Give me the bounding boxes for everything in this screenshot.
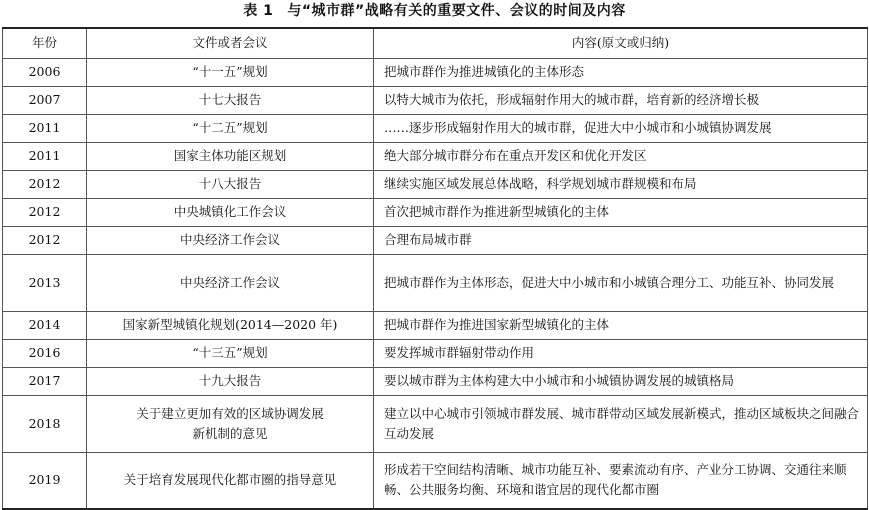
cell-document: 十九大报告: [87, 367, 374, 395]
cell-year: 2013: [3, 254, 87, 311]
cell-document: 十七大报告: [87, 86, 374, 114]
cell-document: 中央经济工作会议: [87, 254, 374, 311]
cell-content: 继续实施区域发展总体战略，科学规划城市群规模和布局: [374, 170, 868, 198]
table-row: [3, 198, 868, 226]
table-number: 表 1: [243, 3, 274, 19]
cell-document: 国家主体功能区规划: [87, 142, 374, 170]
cell-year: 2011: [3, 142, 87, 170]
table-caption: [0, 0, 869, 26]
cell-year: 2012: [3, 170, 87, 198]
cell-content: 要发挥城市群辐射带动作用: [374, 339, 868, 367]
cell-content: 建立以中心城市引领城市群发展、城市群带动区域发展新模式，推动区域板块之间融合互动发展: [374, 395, 868, 452]
table-row: [3, 395, 868, 452]
cell-document: 关于培育发展现代化都市圈的指导意见: [87, 452, 374, 509]
cell-content: 首次把城市群作为推进新型城镇化的主体: [374, 198, 868, 226]
table-row: [3, 311, 868, 339]
header-year: 年份: [3, 28, 87, 58]
cell-year: 2012: [3, 226, 87, 254]
cell-document: “十三五”规划: [87, 339, 374, 367]
cell-document: 十八大报告: [87, 170, 374, 198]
cell-document: 中央经济工作会议: [87, 226, 374, 254]
cell-year: 2014: [3, 311, 87, 339]
cell-year: 2016: [3, 339, 87, 367]
cell-content: 形成若干空间结构清晰、城市功能互补、要素流动有序、产业分工协调、交通往来顺畅、公共服务均衡、环境和谐宜居的现代化都市圈: [374, 452, 868, 509]
cell-content: 合理布局城市群: [374, 226, 868, 254]
table-title: 与“城市群”战略有关的重要文件、会议的时间及内容: [287, 3, 626, 19]
table-row: [3, 452, 868, 509]
cell-year: 2019: [3, 452, 87, 509]
cell-year: 2011: [3, 114, 87, 142]
cell-year: 2012: [3, 198, 87, 226]
table-row: [3, 58, 868, 86]
table-row: [3, 114, 868, 142]
header-document: 文件或者会议: [87, 28, 374, 58]
cell-year: 2007: [3, 86, 87, 114]
table-row: [3, 142, 868, 170]
table-row: [3, 339, 868, 367]
cell-document: 关于建立更加有效的区域协调发展 新机制的意见: [87, 395, 374, 452]
table-header-row: [3, 28, 868, 58]
cell-year: 2006: [3, 58, 87, 86]
cell-year: 2018: [3, 395, 87, 452]
cell-content: 把城市群作为推进城镇化的主体形态: [374, 58, 868, 86]
cell-content: 要以城市群为主体构建大中小城市和小城镇协调发展的城镇格局: [374, 367, 868, 395]
cell-content: 以特大城市为依托，形成辐射作用大的城市群，培育新的经济增长极: [374, 86, 868, 114]
table-row: [3, 170, 868, 198]
policy-table: [2, 27, 868, 510]
cell-document: “十二五”规划: [87, 114, 374, 142]
header-content: 内容(原文或归纳): [374, 28, 868, 58]
table-row: [3, 367, 868, 395]
table-row: [3, 226, 868, 254]
cell-year: 2017: [3, 367, 87, 395]
table-row: [3, 254, 868, 311]
cell-document: 中央城镇化工作会议: [87, 198, 374, 226]
cell-document: “十一五”规划: [87, 58, 374, 86]
cell-content: 绝大部分城市群分布在重点开发区和优化开发区: [374, 142, 868, 170]
cell-content: 把城市群作为主体形态，促进大中小城市和小城镇合理分工、功能互补、协同发展: [374, 254, 868, 311]
cell-content: 把城市群作为推进国家新型城镇化的主体: [374, 311, 868, 339]
cell-document: 国家新型城镇化规划(2014—2020 年): [87, 311, 374, 339]
cell-content: ……逐步形成辐射作用大的城市群，促进大中小城市和小城镇协调发展: [374, 114, 868, 142]
table-row: [3, 86, 868, 114]
